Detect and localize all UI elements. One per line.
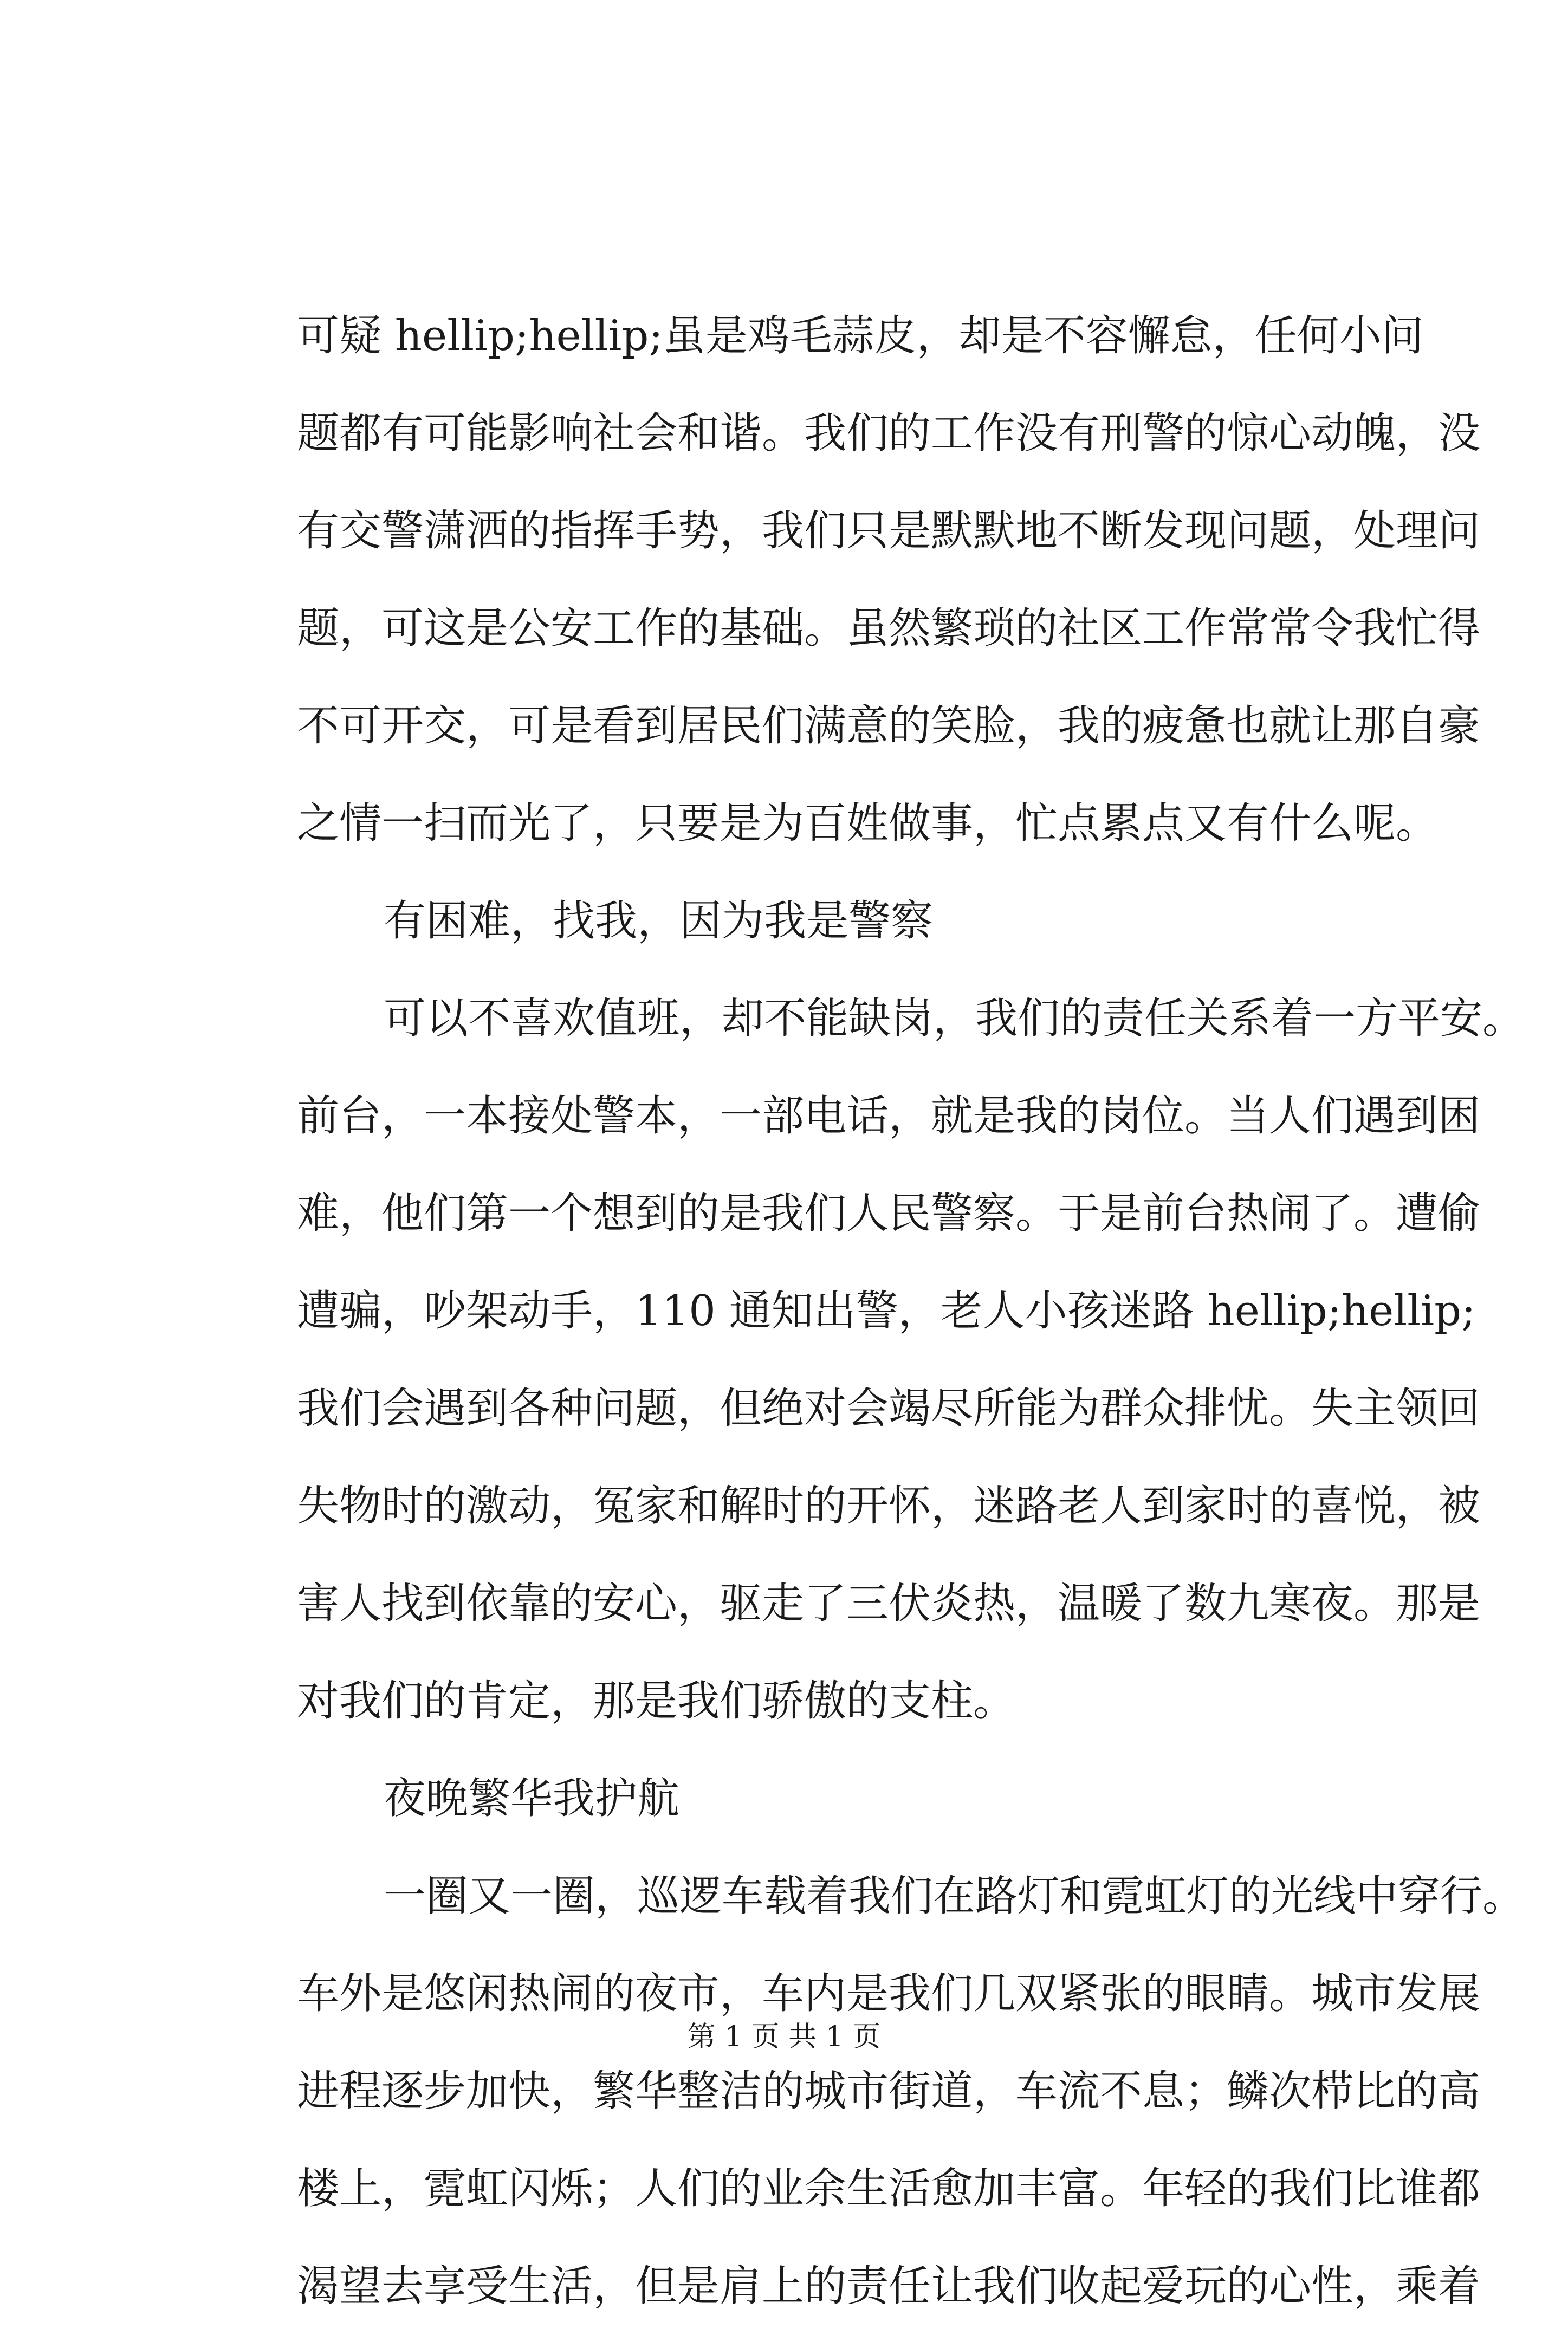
text-line: 失物时的激动，冤家和解时的开怀，迷路老人到家时的喜悦，被 xyxy=(297,1482,1481,1530)
text-line: 可疑 hellip;hellip;虽是鸡毛蒜皮，却是不容懈怠，任何小问 xyxy=(297,312,1424,360)
text-line: 前台，一本接处警本，一部电话，就是我的岗位。当人们遇到困 xyxy=(297,1092,1481,1140)
text-line: 可以不喜欢值班，却不能缺岗，我们的责任关系着一方平安。 xyxy=(384,994,1525,1043)
page-footer: 第 1 页 共 1 页 xyxy=(687,2021,881,2053)
text-line: 害人找到依靠的安心，驱走了三伏炎热，温暖了数九寒夜。那是 xyxy=(297,1579,1481,1628)
text-line: 渴望去享受生活，但是肩上的责任让我们收起爱玩的心性，乘着 xyxy=(297,2262,1481,2311)
text-line: 题，可这是公安工作的基础。虽然繁琐的社区工作常常令我忙得 xyxy=(297,604,1481,653)
text-line: 楼上，霓虹闪烁；人们的业余生活愈加丰富。年轻的我们比谁都 xyxy=(297,2164,1481,2213)
text-line: 对我们的肯定，那是我们骄傲的支柱。 xyxy=(297,1677,1016,1726)
text-line: 不可开交，可是看到居民们满意的笑脸，我的疲惫也就让那自豪 xyxy=(297,702,1481,750)
section-heading: 有困难，找我，因为我是警察 xyxy=(384,897,934,945)
text-line: 进程逐步加快，繁华整洁的城市街道，车流不息；鳞次栉比的高 xyxy=(297,2067,1481,2116)
text-line: 车外是悠闲热闹的夜市，车内是我们几双紧张的眼睛。城市发展 xyxy=(297,1969,1481,2018)
text-line: 我们会遇到各种问题，但绝对会竭尽所能为群众排忧。失主领回 xyxy=(297,1384,1481,1433)
text-line: 遭骗，吵架动手，110 通知出警，老人小孩迷路 hellip;hellip; xyxy=(297,1287,1476,1335)
section-heading: 夜晚繁华我护航 xyxy=(384,1774,680,1823)
text-line: 难，他们第一个想到的是我们人民警察。于是前台热闹了。遭偷 xyxy=(297,1189,1481,1238)
text-line: 有交警潇洒的指挥手势，我们只是默默地不断发现问题，处理问 xyxy=(297,507,1481,555)
text-line: 之情一扫而光了，只要是为百姓做事，忙点累点又有什么呢。 xyxy=(297,799,1439,848)
text-line: 题都有可能影响社会和谐。我们的工作没有刑警的惊心动魄，没 xyxy=(297,409,1481,458)
text-line: 一圈又一圈，巡逻车载着我们在路灯和霓虹灯的光线中穿行。 xyxy=(384,1872,1525,1921)
